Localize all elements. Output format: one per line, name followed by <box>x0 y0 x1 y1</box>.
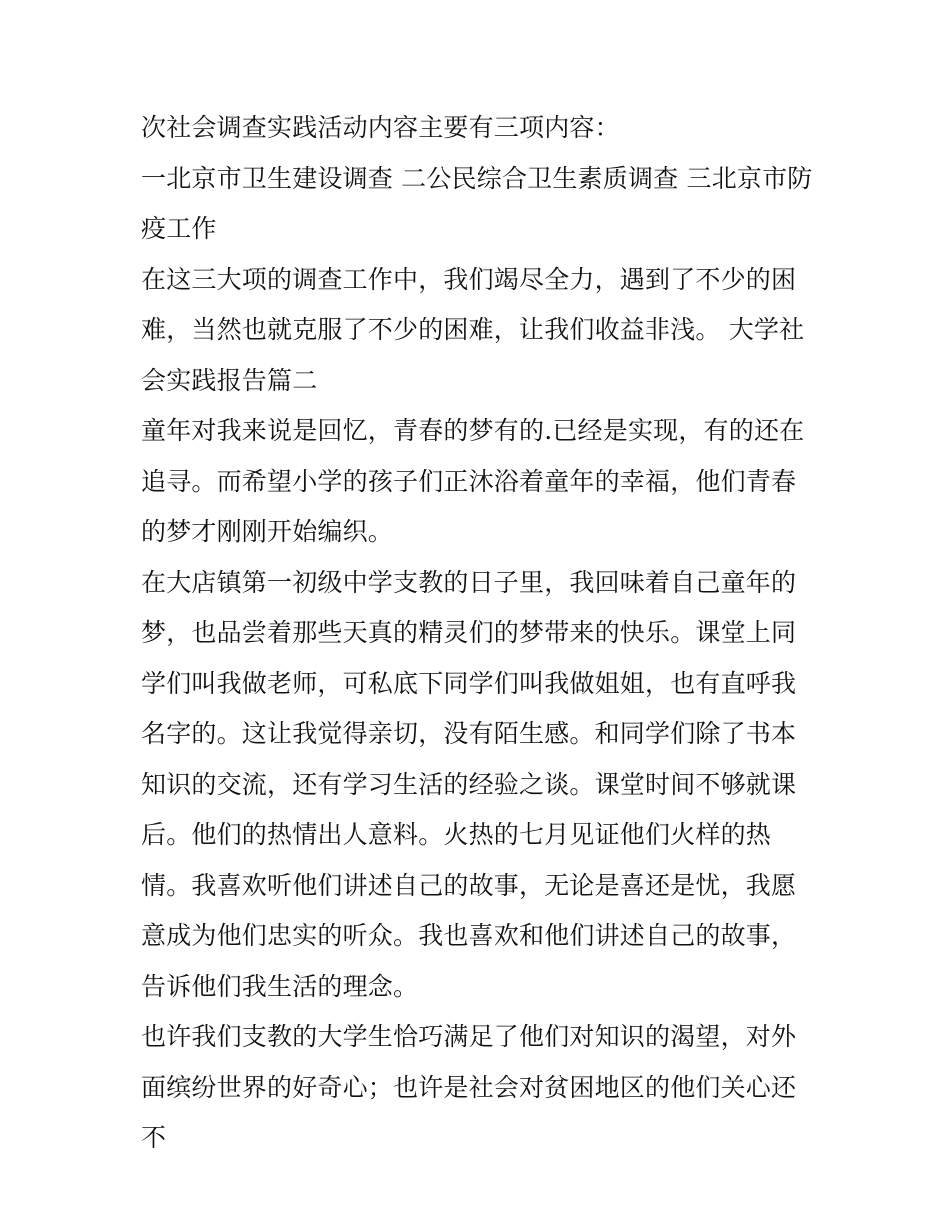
paragraph-1: 次社会调查实践活动内容主要有三项内容： <box>141 113 620 142</box>
paragraph-6: 也许我们支教的大学生恰巧满足了他们对知识的渴望，对外面缤纷世界的好奇心；也许是社会对贫困地区的他们关心还不 <box>141 1022 797 1152</box>
paragraph-3: 在这三大项的调查工作中，我们竭尽全力，遇到了不少的困难，当然也就克服了不少的困难，让我们收益非浅。 大学社会实践报告篇二 <box>141 264 805 395</box>
paragraph-2: 一北京市卫生建设调查 二公民综合卫生素质调查 三北京市防疫工作 <box>141 163 813 243</box>
document-body <box>141 103 821 1164</box>
paragraph-5: 在大店镇第一初级中学支教的日子里，我回味着自己童年的梦，也品尝着那些天真的精灵们的梦带来的快乐。课堂上同学们叫我做老师，可私底下同学们叫我做姐姐，也有直呼我名字的。这让我觉得亲切，没有陌生感。和同学们除了书本知识的交流，还有学习生活的经验之谈。课堂时间不够就课后。他们的热情出人意料。火热的七月见证他们火样的热情。我喜欢听他们讲述自己的故事，无论是喜还是忧，我愿意成为他们忠实的听众。我也喜欢和他们讲述自己的故事，告诉他们我生活的理念。 <box>141 567 797 1001</box>
paragraph-4: 童年对我来说是回忆，青春的梦有的.已经是实现，有的还在追寻。而希望小学的孩子们正沐浴着童年的幸福，他们青春的梦才刚刚开始编织。 <box>141 416 805 546</box>
